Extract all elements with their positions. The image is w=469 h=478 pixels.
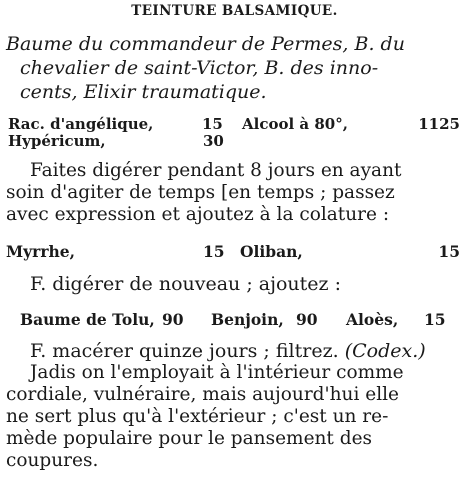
ingredient-name: Baume de Tolu,	[20, 310, 155, 329]
ingredient-name: Aloès,	[346, 310, 399, 329]
ingredient-qty: 15	[202, 115, 223, 133]
synonyms-line: Baume du commandeur de Permes, B. du	[6, 33, 405, 55]
ingredient-name: Oliban,	[240, 242, 303, 261]
ingredient-qty: 15	[438, 242, 460, 261]
synonyms-line: cents, Elixir traumatique.	[20, 81, 267, 103]
instructions-text: F. macérer quinze jours ; filtrez.	[30, 340, 339, 362]
ingredient-name: Benjoin,	[211, 310, 284, 329]
paragraph-line: Faites digérer pendant 8 jours en ayant	[30, 160, 402, 181]
instructions-line	[30, 340, 426, 362]
ingredient-qty: 1125	[418, 115, 460, 133]
ingredient-name: Myrrhe,	[6, 242, 76, 261]
paragraph-line: Jadis on l'employait à l'intérieur comme	[30, 362, 404, 383]
paragraph-line: coupures.	[6, 450, 99, 471]
instructions-paragraph	[6, 160, 462, 226]
instructions-line: F. digérer de nouveau ; ajoutez :	[30, 273, 342, 295]
paragraph-line: cordiale, vulnéraire, mais aujourd'hui elle	[6, 384, 399, 405]
source-citation: (Codex.)	[344, 340, 426, 362]
ingredient-name: Rac. d'angélique,	[8, 115, 154, 133]
ingredient-qty: 90	[162, 310, 184, 329]
ingredient-qty: 90	[296, 310, 318, 329]
paragraph-line: avec expression et ajoutez à la colature :	[6, 204, 390, 225]
notes-paragraph	[6, 362, 462, 472]
synonyms-line: chevalier de saint-Victor, B. des inno-	[20, 57, 379, 79]
ingredient-name: Hypéricum,	[8, 132, 106, 150]
recipe-title: TEINTURE BALSAMIQUE.	[131, 3, 338, 19]
ingredient-name: Alcool à 80°,	[242, 115, 348, 133]
paragraph-line: ne sert plus qu'à l'extérieur ; c'est un re-	[6, 406, 389, 427]
ingredient-qty: 15	[424, 310, 446, 329]
paragraph-line: soin d'agiter de temps [en temps ; passez	[6, 182, 395, 203]
ingredient-qty: 30	[203, 132, 224, 150]
ingredient-qty: 15	[203, 242, 225, 261]
synonyms	[6, 32, 461, 104]
paragraph-line: mède populaire pour le pansement des	[6, 428, 373, 449]
